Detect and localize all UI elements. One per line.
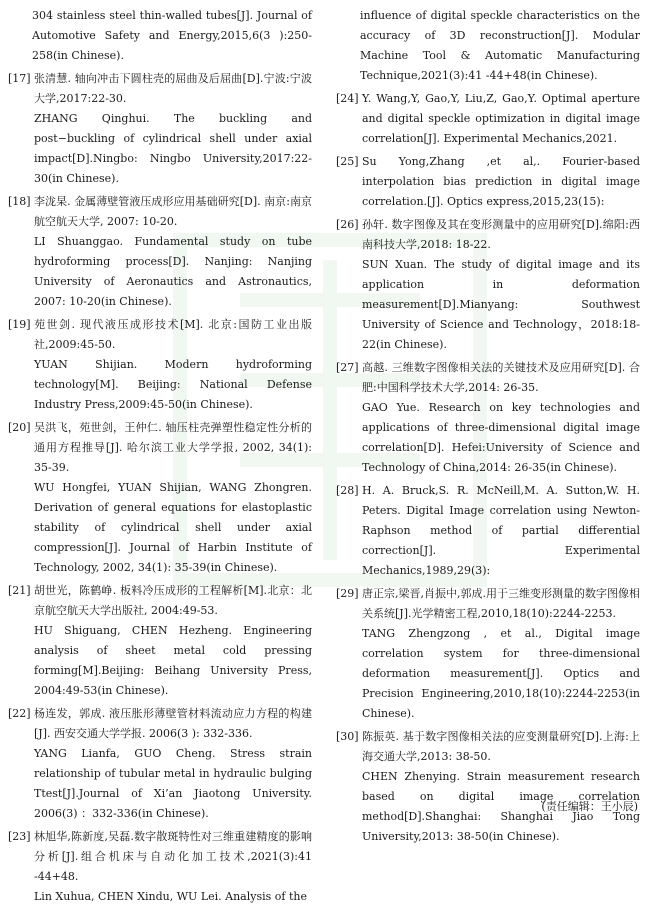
reference-text-english: CHEN Zhenying. Strain measurement research based on digital image correlation method[D].Shanghai: Shanghai Jiao Tong University,2013: 38-50(in Chinese). [362,770,640,843]
reference-text-chinese: 胡世光，陈鹤峥. 板料冷压成形的工程解析[M].北京：北京航空航天大学出版社, 2004:49-53. [34,584,312,617]
reference-text-english: LI Shuanggao. Fundamental study on tube hydroforming process[D]. Nanjing: Nanjing University of Aeronautics and Astronautics, 2007: 10-20(in Chinese). [34,235,312,308]
reference-text-english: TANG Zhengzong , et al., Digital image correlation system for three-dimensional deformation measurement[J]. Optics and Precision Engineering,2010,18(10):2244-2253(in Chinese). [362,627,640,720]
reference-text-english: Y. Wang,Y, Gao,Y, Liu,Z, Gao,Y. Optimal aperture and digital speckle optimization in digital image correlation[J]. Experimental Mechanics,2021. [362,92,640,145]
reference-text-chinese: 林旭华,陈新度,吴磊.数字散斑特性对三维重建精度的影响分析[J].组合机床与自动化加工技术,2021(3):41 -44+48. [34,830,312,883]
reference-text-chinese: 孙轩. 数字图像及其在变形测量中的应用研究[D].绵阳:西南科技大学,2018: 18-22. [362,218,640,251]
reference-text-english: Su Yong,Zhang ,et al,. Fourier-based interpolation bias prediction in digital image correlation.[J]. Optics express,2015,23(15): [362,155,640,208]
reference-text-english: SUN Xuan. The study of digital image and its application in deformation measurement[D].Mianyang: Southwest University of Science and Technology，2018:18-22(in Chinese). [362,258,640,351]
reference-entry [336,481,640,581]
reference-text-chinese: 杨连发，郭成. 液压胀形薄壁管材料流动应力方程的构建[J]. 西安交通大学学报. 2006(3 ): 332-336. [34,707,312,740]
reference-text-english: WU Hongfei, YUAN Shijian, WANG Zhongren. Derivation of general equations for elastoplastic stability of cylindrical shell under axial compression[J]. Journal of Harbin Institute of Technology, 2002, 34(1): 35-39(in Chinese). [34,481,312,574]
reference-number: [21] [8,584,31,597]
reference-number: [25] [336,155,359,168]
editor-note: (责任编辑：王小辰) [541,800,638,813]
reference-entry [336,584,640,724]
reference-text-english: ZHANG Qinghui. The buckling and post−buckling of cylindrical shell under axial impact[D].Ningbo: Ningbo University,2017:22-30(in Chinese). [34,112,312,185]
reference-entry [336,152,640,212]
reference-entry [8,704,312,824]
reference-number: [18] [8,195,31,208]
reference-entry [8,69,312,189]
reference-column-left [8,6,312,910]
reference-entry [336,727,640,847]
reference-text-chinese: 李泷杲. 金属薄壁管液压成形应用基础研究[D]. 南京:南京航空航天大学, 2007: 10-20. [34,195,312,228]
reference-entry [8,6,312,66]
reference-text-english: YUAN Shijian. Modern hydroforming technology[M]. Beijing: National Defense Industry Press,2009:45-50(in Chinese). [34,358,312,411]
reference-number: [20] [8,421,31,434]
reference-text-chinese: 唐正宗,梁晋,肖振中,郭成.用于三维变形测量的数字图像相关系统[J].光学精密工程,2010,18(10):2244-2253. [362,587,640,620]
reference-text-chinese: 高越. 三维数字图像相关法的关键技术及应用研究[D]. 合肥:中国科学技术大学,2014: 26-35. [362,361,640,394]
reference-entry [336,89,640,149]
reference-number: [22] [8,707,31,720]
reference-text-english: YANG Lianfa, GUO Cheng. Stress strain relationship of tubular metal in hydraulic bulging Ttest[J].Journal of Xi’an Jiaotong University. 2006(3) ：332-336(in Chinese). [34,747,312,820]
reference-entry [336,215,640,355]
reference-entry [8,418,312,578]
reference-text-chinese: 张清慧. 轴向冲击下圆柱壳的屈曲及后屈曲[D].宁波:宁波大学,2017:22-30. [34,72,312,105]
reference-text-english: HU Shiguang, CHEN Hezheng. Engineering analysis of sheet metal cold pressing forming[M].Beijing: Beihang University Press, 2004:49-53(in Chinese). [34,624,312,697]
reference-entry [8,581,312,701]
reference-entry [336,358,640,478]
reference-number: [28] [336,484,359,497]
reference-entry [8,827,312,907]
reference-entry [336,6,640,86]
reference-text-chinese: 陈振英. 基于数字图像相关法的应变测量研究[D].上海:上海交通大学,2013: 38-50. [362,730,640,763]
reference-number: [23] [8,830,31,843]
reference-number: [24] [336,92,359,105]
reference-text-english: H. A. Bruck,S. R. McNeill,M. A. Sutton,W. H. Peters. Digital Image correlation using Newton-Raphson method of partial differential correction[J]. Experimental Mechanics,1989,29(3): [362,484,640,577]
reference-number: [17] [8,72,31,85]
reference-text-chinese: 吴洪飞，苑世剑，王仲仁. 轴压柱壳弹塑性稳定性分析的通用方程推导[J]. 哈尔滨工业大学学报, 2002, 34(1): 35-39. [34,421,312,474]
reference-number: [29] [336,587,359,600]
reference-text-english: 304 stainless steel thin-walled tubes[J]. Journal of Automotive Safety and Energy,2015,6(3 ):250-258(in Chinese). [32,9,312,62]
reference-text-chinese: 苑世剑. 现代液压成形技术[M]. 北京:国防工业出版社,2009:45-50. [34,318,312,351]
reference-number: [26] [336,218,359,231]
reference-column-right [336,6,640,850]
reference-number: [27] [336,361,359,374]
reference-text-english: influence of digital speckle characteristics on the accuracy of 3D reconstruction[J]. Modular Machine Tool & Automatic Manufacturing Technique,2021(3):41 -44+48(in Chinese). [360,9,640,82]
reference-number: [30] [336,730,359,743]
reference-text-english: Lin Xuhua, CHEN Xindu, WU Lei. Analysis of the [34,890,307,903]
reference-text-english: GAO Yue. Research on key technologies and applications of three-dimensional digital image correlation[D]. Hefei:University of Science and Technology of China,2014: 26-35(in Chinese). [362,401,640,474]
reference-entry [8,315,312,415]
reference-number: [19] [8,318,31,331]
reference-entry [8,192,312,312]
